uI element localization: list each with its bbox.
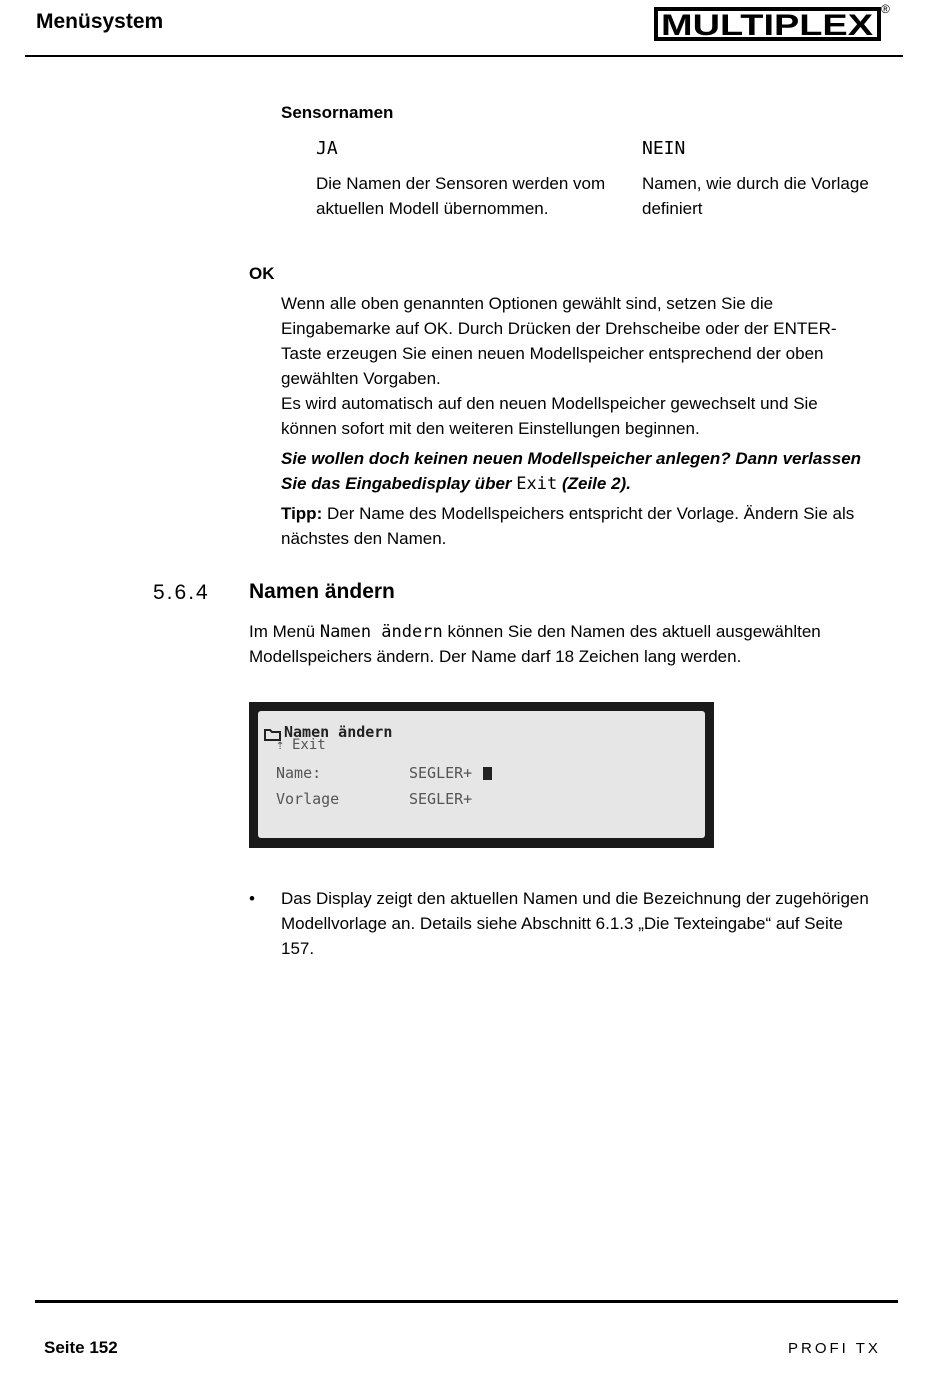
intro-post: können Sie den Namen des aktuell ausgewählten: [447, 622, 821, 641]
lcd-cursor: [483, 767, 492, 780]
option-nein-key: NEIN: [642, 138, 686, 159]
multiplex-logo: [654, 4, 892, 44]
page-header-title: Menüsystem: [36, 10, 164, 33]
ok-warning-line1: Sie wollen doch keinen neuen Modellspeicher anlegen? Dann verlassen: [281, 449, 862, 468]
option-nein-line2: definiert: [642, 199, 703, 218]
lcd-vorlage-value: SEGLER+: [409, 790, 473, 808]
ok-text-line: Taste erzeugen Sie einen neuen Modellspeicher entsprechend der oben: [281, 344, 824, 363]
ok-warning-post: (Zeile 2).: [561, 474, 631, 493]
bullet-line3: 157.: [281, 939, 315, 958]
bullet-symbol: •: [249, 889, 255, 908]
bullet-line2: Modellvorlage an. Details siehe Abschnitt 6.1.3 „Die Texteingabe“ auf Seite: [281, 914, 843, 933]
lcd-vorlage-label: Vorlage: [276, 790, 340, 808]
ok-text-line: Eingabemarke auf OK. Durch Drücken der Drehscheibe oder der ENTER-: [281, 319, 837, 338]
multiplex-logo-graphic: [654, 4, 892, 44]
lcd-exit-arrow-icon: ⇡: [276, 737, 285, 753]
tip-line1: [281, 501, 854, 526]
option-ja-line2: aktuellen Modell übernommen.: [316, 199, 549, 218]
tip-line2: nächstes den Namen.: [281, 529, 447, 548]
ok-heading: OK: [249, 264, 275, 283]
ok-text-line: Wenn alle oben genannten Optionen gewählt sind, setzen Sie die: [281, 294, 774, 313]
page-number: Seite 152: [44, 1338, 118, 1357]
intro-pre: Im Menü: [249, 622, 316, 641]
bullet-line1: Das Display zeigt den aktuellen Namen und die Bezeichnung der zugehörigen: [281, 889, 869, 908]
tip-text: Der Name des Modellspeichers entspricht der Vorlage. Ändern Sie als: [326, 504, 855, 523]
lcd-exit: Exit: [292, 737, 326, 753]
registered-mark: ®: [881, 2, 890, 16]
intro-menu-code: Namen ändern: [319, 622, 443, 642]
lcd-screen: [258, 711, 705, 838]
lcd-title: Namen ändern: [284, 723, 393, 741]
tip-label: Tipp:: [281, 504, 323, 523]
ok-text-line: gewählten Vorgaben.: [281, 369, 441, 388]
sensornamen-heading: Sensornamen: [281, 103, 394, 122]
lcd-name-label: Name:: [276, 764, 322, 782]
ok-warning-line2: [281, 471, 631, 497]
header-rule: [25, 55, 903, 57]
ok-text-line: können sofort mit den weiteren Einstellungen beginnen.: [281, 419, 700, 438]
section-intro-line1: [249, 619, 821, 645]
option-nein-line1: Namen, wie durch die Vorlage: [642, 174, 869, 193]
section-intro-line2: Modellspeichers ändern. Der Name darf 18 Zeichen lang werden.: [249, 647, 742, 666]
option-ja-key: JA: [316, 138, 338, 159]
footer-rule: [35, 1300, 898, 1303]
section-number: 5.6.4: [153, 581, 210, 604]
lcd-name-value: SEGLER+: [409, 764, 473, 782]
section-title: Namen ändern: [249, 580, 395, 603]
logo-wordmark: MULTIPLEX: [661, 9, 873, 42]
ok-warning-pre: Sie das Eingabedisplay über: [281, 474, 512, 493]
lcd-display: [249, 702, 714, 848]
option-ja-line1: Die Namen der Sensoren werden vom: [316, 174, 606, 193]
exit-code: Exit: [516, 474, 558, 494]
product-name: PROFI TX: [788, 1340, 881, 1357]
ok-text-line: Es wird automatisch auf den neuen Modellspeicher gewechselt und Sie: [281, 394, 818, 413]
